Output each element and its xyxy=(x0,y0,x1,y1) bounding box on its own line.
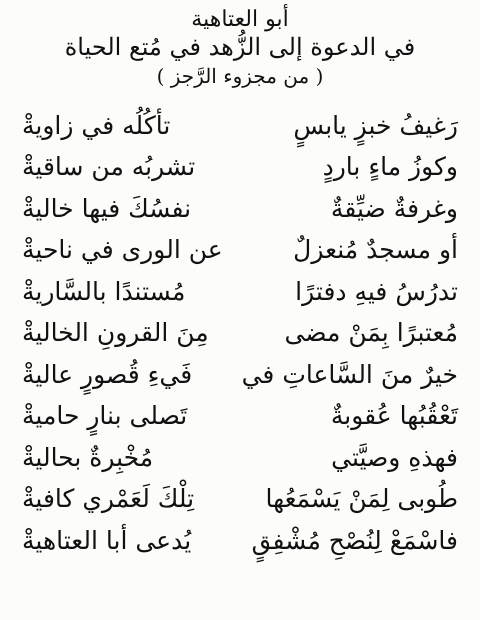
verse-9 xyxy=(22,437,458,479)
verse-2-first-hemistich: وكوزُ ماءٍ باردٍ xyxy=(322,152,458,182)
verse-8-first-hemistich: تَعْقُبُها عُقوبةٌ xyxy=(330,401,458,431)
poem-meter: ( من مجزوء الرَّجز ) xyxy=(156,63,324,88)
verse-8 xyxy=(22,395,458,437)
verse-1-first-hemistich: رَغيفُ خبزٍ يابسٍ xyxy=(293,110,458,140)
poem-body xyxy=(22,105,458,562)
verse-3 xyxy=(22,188,458,230)
verse-7 xyxy=(22,354,458,396)
verse-5-second-hemistich: مُستندًا بالسَّاريةْ xyxy=(22,276,186,306)
verse-10-first-hemistich: طُوبى لِمَنْ يَسْمَعُها xyxy=(265,484,458,514)
verse-9-second-hemistich: مُخْبِرةٌ بحاليةْ xyxy=(22,442,154,472)
verse-10 xyxy=(22,478,458,520)
verse-11-second-hemistich: يُدعى أبا العتاهيةْ xyxy=(22,525,192,555)
verse-1 xyxy=(22,105,458,147)
verse-6-second-hemistich: مِنَ القرونِ الخاليةْ xyxy=(22,318,209,348)
verse-9-first-hemistich: فهذهِ وصيَّتي xyxy=(331,442,458,472)
verse-1-second-hemistich: تأكُلُه في زاويةْ xyxy=(22,110,171,140)
verse-7-first-hemistich: خيرٌ منَ السَّاعاتِ في xyxy=(241,359,458,389)
verse-10-second-hemistich: تِلْكَ لَعَمْري كافيةْ xyxy=(22,484,195,514)
verse-6 xyxy=(22,312,458,354)
verse-8-second-hemistich: تَصلى بنارٍ حاميةْ xyxy=(22,401,188,431)
poem-title: في الدعوة إلى الزُّهد في مُتع الحياة xyxy=(64,33,416,62)
poet-name: أبو العتاهية xyxy=(191,7,289,32)
verse-5 xyxy=(22,271,458,313)
verse-2-second-hemistich: تشربُه من ساقيةْ xyxy=(22,152,196,182)
verse-6-first-hemistich: مُعتبرًا بِمَنْ مضى xyxy=(284,318,458,348)
verse-4 xyxy=(22,229,458,271)
verse-3-second-hemistich: نفسُكَ فيها خاليةْ xyxy=(22,193,192,223)
verse-2 xyxy=(22,146,458,188)
verse-11 xyxy=(22,520,458,562)
poem-header xyxy=(22,8,458,87)
verse-4-first-hemistich: أو مسجدٌ مُنعزلٌ xyxy=(293,235,458,265)
verse-11-first-hemistich: فاسْمَعْ لِنُصْحِ مُشْفِقٍ xyxy=(251,525,458,555)
verse-3-first-hemistich: وغرفةٌ ضيِّقةٌ xyxy=(330,193,458,223)
verse-7-second-hemistich: فَيءِ قُصورٍ عاليةْ xyxy=(22,359,193,389)
verse-5-first-hemistich: تدرُسُ فيهِ دفترًا xyxy=(295,276,458,306)
verse-4-second-hemistich: عن الورى في ناحيةْ xyxy=(22,235,223,265)
